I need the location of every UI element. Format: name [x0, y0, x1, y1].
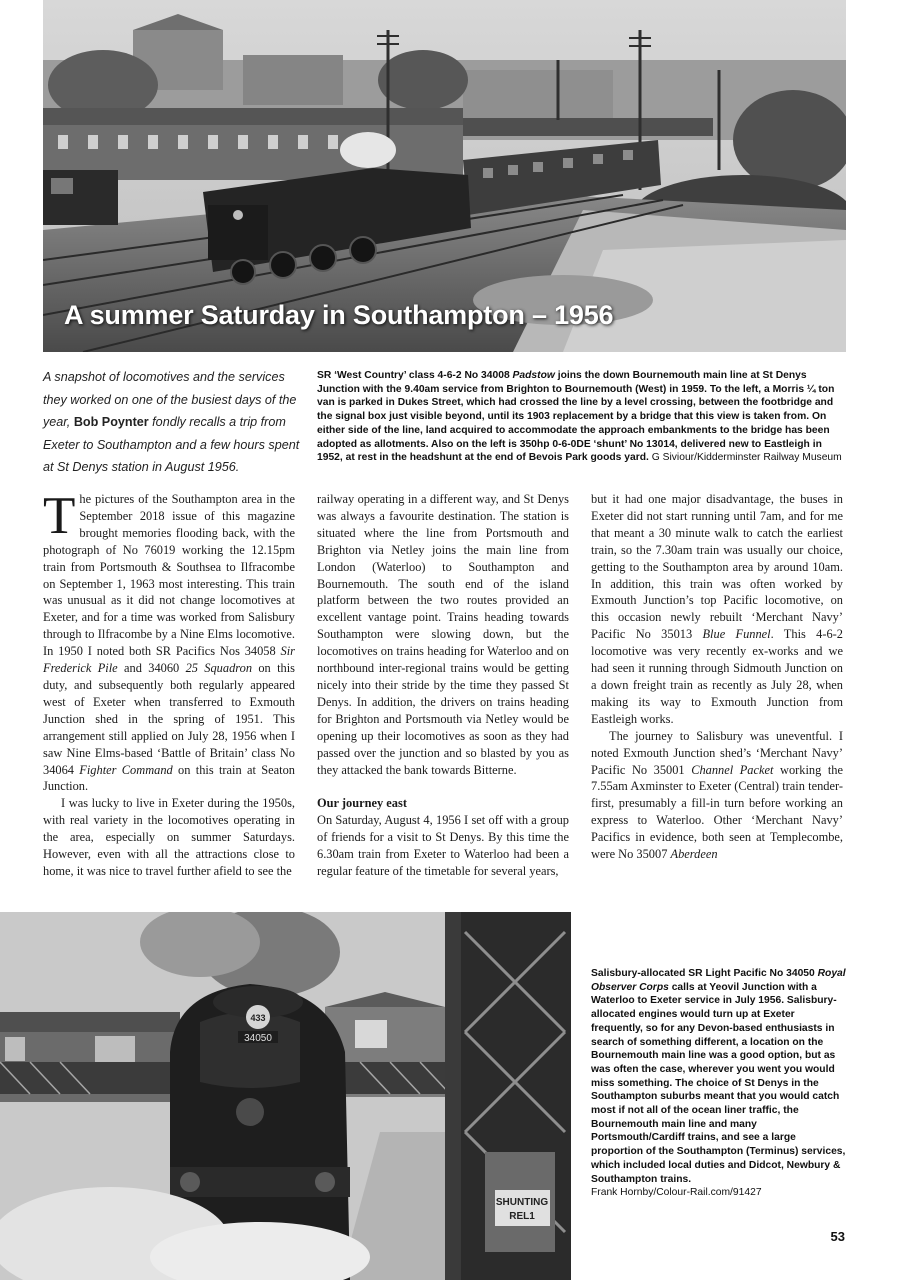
body-paragraph-continued: [317, 491, 569, 778]
body-text: he pictures of the Southampton area in the September 2018 issue of this magazine brought memories flooding back, with the photograph of No 76019 working the 12.15pm train from Portsmouth & Southsea to Ilfracombe on September 1, 1963 most interesting. This train was unusual as it did not change locomotives at Exeter, and for a time was worked from Salisbury through to Ilfracombe by a Nine Elms locomotive. In 1950 I noted both SR Pacifics Nos 34058: [43, 492, 295, 659]
page-number: 53: [830, 1229, 845, 1244]
body-paragraph: [317, 812, 569, 880]
loco-headcode-disc: 433: [250, 1013, 266, 1023]
bottom-photo-illustration: [0, 912, 571, 1280]
body-paragraph: [43, 487, 295, 795]
body-paragraph: [43, 795, 295, 880]
body-text: I was lucky to live in Exeter during the 1950s, with real variety in the locomotives operating in the area, especially on summer Saturdays. However, even with all the attractions close to home, it was nice to travel further afield to see the: [43, 796, 295, 878]
caption-loco-name: Royal Observer Corps: [591, 968, 846, 993]
section-subhead: Our journey east: [317, 796, 407, 811]
body-paragraph-continued: [591, 491, 843, 728]
standfirst-text-1: A snapshot of locomotives and the services they worked on one of the busiest days of the year,: [43, 370, 297, 429]
article-headline: A summer Saturday in Southampton – 1956: [64, 300, 614, 330]
body-text: On Saturday, August 4, 1956 I set off with a group of friends for a visit to St Denys. By this time the 6.30am train from Exeter to Waterloo had been a regular feature of the timetable for several years,: [317, 813, 569, 879]
caption-body: joins the down Bournemouth main line at St Denys Junction with the 9.40am service from Brighton to Bournemouth (West) in 1959. To the left, a Morris ¼ ton van is parked in Dukes Street, which had crossed the line by a level crossing, between the footbridge and the signal box just visible beyond, until its 1903 replacement by a bridge that this view is taken from. On either side of the line, land acquired to accommodate the approach embankments to the bridge has been adopted as allotments. Also on the left is 350hp 0-6-0DE ‘shunt’ No 13014, delivered new to Eastleigh in 1952, at rest in the headshunt at the end of Bevois Park goods yard.: [317, 370, 835, 464]
standfirst-text-2: fondly recalls a trip from Exeter to Southampton and a few hours spent at St Denys station in August 1956.: [43, 415, 300, 474]
body-text: working the 7.55am Axminster to Exeter (Central) train tender-first, presumably a fill-in turn before working an express to Waterloo. Other ‘Merchant Navy’ Pacifics in evidence, both seen at Templecombe, were No 35007: [591, 762, 843, 862]
author-name: Bob Poynter: [73, 415, 149, 429]
loco-name: Fighter Command: [79, 762, 173, 777]
body-text: The journey to Salisbury was uneventful. I noted Exmouth Junction shed’s ‘Merchant Navy’ Pacific No 35001: [591, 728, 843, 777]
body-paragraph: [591, 728, 843, 863]
body-column-3: [591, 491, 843, 863]
body-column-2: [317, 491, 569, 880]
caption-lead: SR ‘West Country’ class 4-6-2 No 34008: [317, 370, 513, 381]
article-standfirst: [43, 366, 305, 479]
body-text: on this duty, and subsequently both regularly appeared west of Exeter when transferred to Exmouth Junction shed in the spring of 1951. This arrangement still applied on July 28, 1956 when I saw Nine Elms-based ‘Battle of Britain’ class No 34064: [43, 661, 295, 777]
body-text: on this train at Seaton Junction.: [43, 762, 295, 794]
loco-name: Sir Frederick Pile: [43, 644, 295, 676]
loco-name: Channel Packet: [691, 762, 774, 777]
body-text: and 34060: [117, 661, 186, 676]
loco-name: Aberdeen: [670, 847, 718, 862]
photo-credit: Frank Hornby/Colour-Rail.com/91427: [591, 1187, 762, 1199]
body-text: railway operating in a different way, and St Denys was always a favourite destination. The station is situated where the line from Portsmouth and Brighton via Netley joins the main line from London (Waterloo) to Southampton and Bournemouth. The south end of the island platform between the two routes provided an excellent vantage point. Trains heading towards Southampton were slowing down, but the locomotives on trains heading for Waterloo and on northbound inter-regional trains would be getting nicely into their stride by the time they passed St Denys. In addition, the drivers on trains heading for Brighton and Portsmouth via Netley would be opening up their locomotives as soon as they had passed over the junction and so blasted by you as they attacked the bank towards Bitterne.: [317, 492, 569, 777]
hero-photo-caption: [317, 369, 847, 465]
photo-credit: G Siviour/Kidderminster Railway Museum: [651, 452, 842, 464]
shunting-sign-line-1: SHUNTING: [495, 1197, 549, 1208]
loco-name: Blue Funnel: [702, 627, 771, 642]
bottom-photo: [0, 912, 571, 1280]
body-text: . This 4-6-2 locomotive was very recently ex-works and we had seen it running through Sidmouth Junction on a down freight train as recently as July 28, when making its way to Exmouth Junction from Eastleigh works.: [591, 627, 843, 726]
loco-name: 25 Squadron: [185, 661, 253, 676]
caption-body: calls at Yeovil Junction with a Waterloo to Exeter service in July 1956. Salisbury-allocated engines would turn up at Exeter frequently, so for any Devon-based enthusiasts in search of something different, a location on the Bournemouth main line was a good option, but as was often the case, wherever you went you would miss something. The choice of St Denys in the Southampton suburbs meant that you would catch most if not all of the ocean liner traffic, the Bournemouth main line and many Portsmouth/Cardiff trains, and see a large proportion of the Southampton (Terminus) services, which included local duties and Didcot, Newbury & Southampton trains.: [591, 981, 846, 1185]
bottom-photo-caption: [591, 967, 847, 1200]
caption-loco-name: Padstow: [512, 370, 555, 381]
caption-lead: Salisbury-allocated SR Light Pacific No 34050: [591, 968, 818, 979]
loco-number-plate: 34050: [244, 1033, 272, 1044]
drop-cap: T: [43, 487, 76, 545]
body-column-1: [43, 487, 295, 880]
shunting-sign-line-2: REL1: [509, 1211, 535, 1222]
body-text: but it had one major disadvantage, the buses in Exeter did not start running until 7am, and for me that meant a 30 minute walk to catch the earliest train, so the 7.30am train was usually our choice, getting to the Southampton area by around 10am. In addition, this train was often worked by Exmouth Junction’s top Pacific locomotive, on this occasion newly rebuilt ‘Merchant Navy’ Pacific No 35013: [591, 492, 843, 642]
